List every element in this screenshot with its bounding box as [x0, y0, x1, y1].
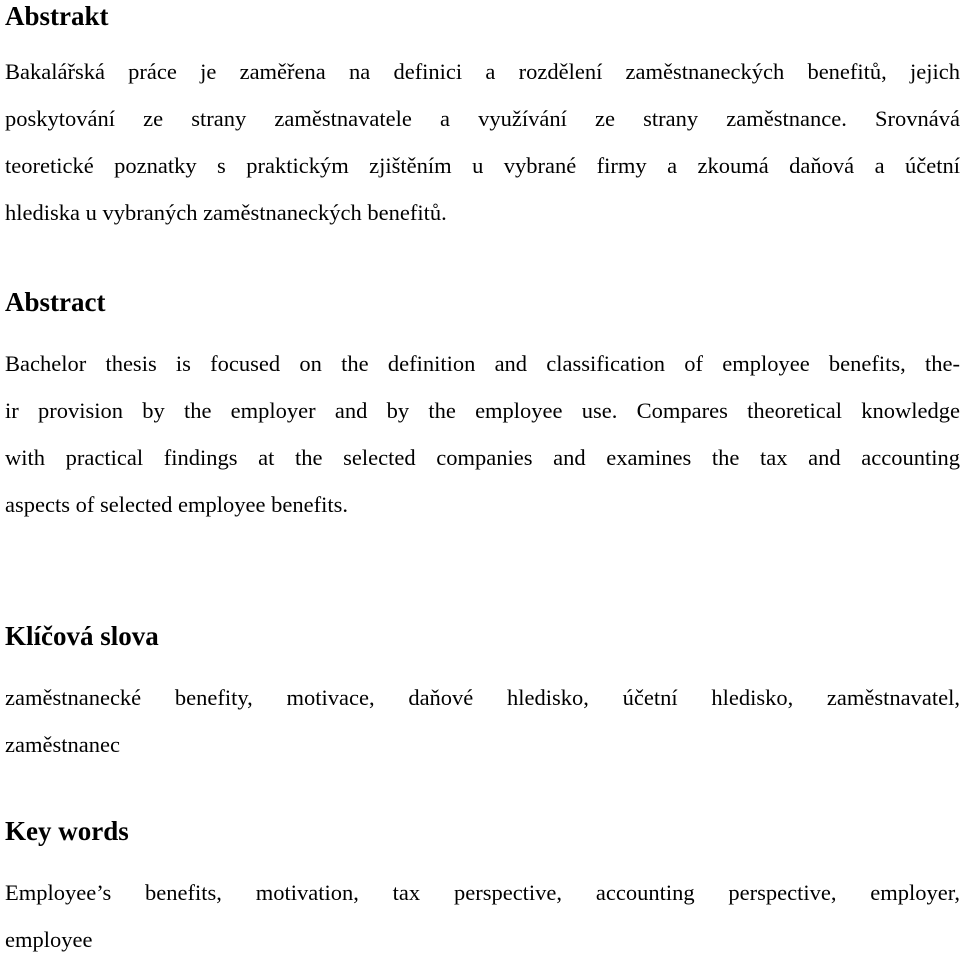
abstrakt-line-2: poskytování ze strany zaměstnavatele a využívání ze strany zaměstnance. Srovnává: [5, 106, 960, 131]
heading-klicova-slova: Klíčová slova: [5, 621, 159, 651]
abstrakt-line-3: teoretické poznatky s praktickým zjištěním u vybrané firmy a zkoumá daňová a účetní: [5, 153, 960, 178]
heading-abstract: Abstract: [5, 287, 106, 317]
section-abstrakt: [5, 0, 960, 236]
heading-abstrakt: Abstrakt: [5, 1, 109, 31]
heading-key-words: Key words: [5, 816, 129, 846]
abstract-line-3: with practical findings at the selected companies and examines the tax and accounting: [5, 445, 960, 470]
paragraph-abstrakt: [5, 48, 960, 236]
abstrakt-line-1: Bakalářská práce je zaměřena na definici a rozdělení zaměstnaneckých benefitů, jejich: [5, 59, 960, 84]
paragraph-key-words: [5, 869, 960, 963]
abstract-line-2: ir provision by the employer and by the employee use. Compares theoretical knowledge: [5, 398, 960, 423]
key-words-line-2: employee: [5, 927, 93, 952]
section-key-words: [5, 815, 960, 963]
klicova-slova-line-1: zaměstnanecké benefity, motivace, daňové hledisko, účetní hledisko, zaměstnavatel,: [5, 685, 960, 710]
paragraph-abstract: [5, 340, 960, 528]
key-words-line-1: Employee’s benefits, motivation, tax perspective, accounting perspective, employer,: [5, 880, 960, 905]
abstrakt-line-4: hlediska u vybraných zaměstnaneckých benefitů.: [5, 200, 447, 225]
abstract-line-1: Bachelor thesis is focused on the definition and classification of employee benefits, the-: [5, 351, 960, 376]
section-klicova-slova: [5, 620, 960, 768]
paragraph-klicova-slova: [5, 674, 960, 768]
klicova-slova-line-2: zaměstnanec: [5, 732, 120, 757]
abstract-line-4: aspects of selected employee benefits.: [5, 492, 348, 517]
section-abstract: [5, 286, 960, 528]
